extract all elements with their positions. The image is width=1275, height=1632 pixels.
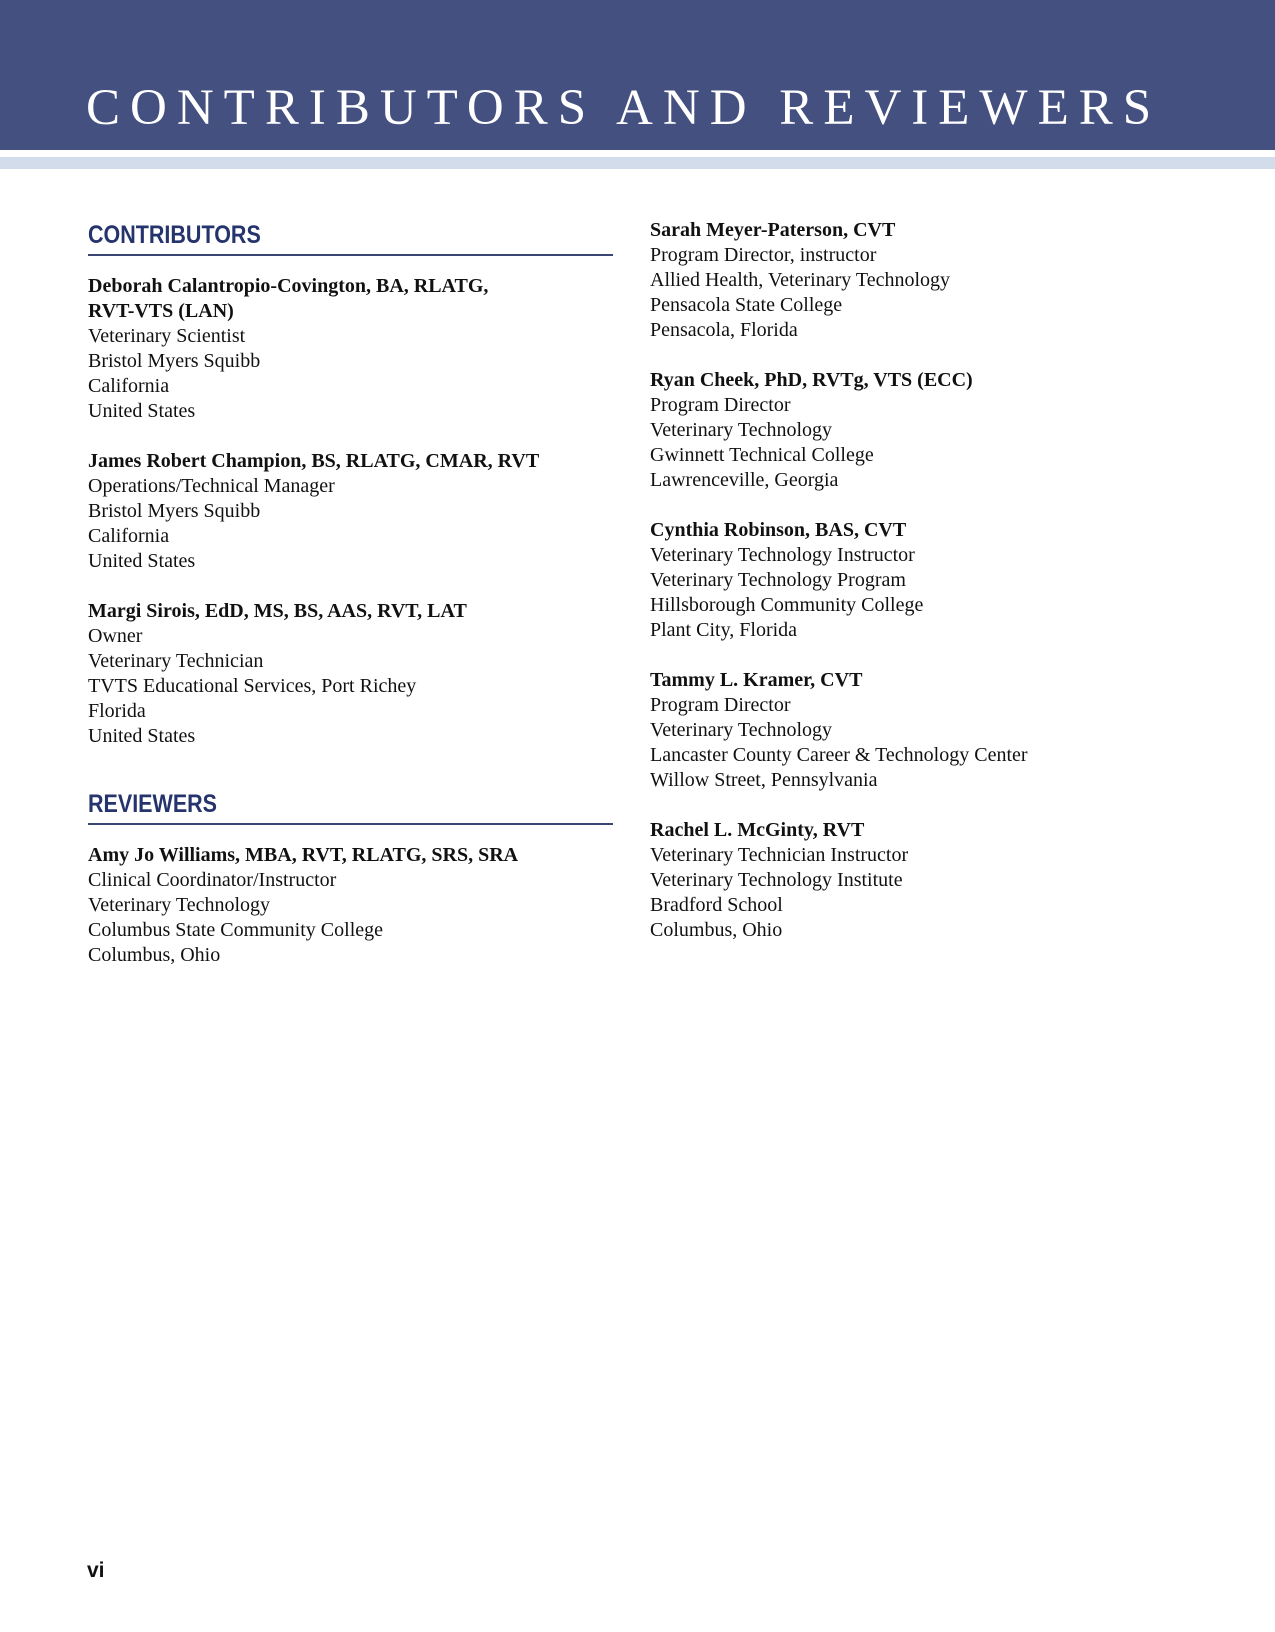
reviewer-entry — [650, 368, 1210, 493]
page-number: vi — [87, 1559, 105, 1582]
reviewer-location: Plant City, Florida — [650, 619, 798, 641]
reviewer-entry — [650, 218, 1210, 343]
reviewer-institution: Lancaster County Career & Technology Center — [650, 744, 1028, 766]
contributor-title: Operations/Technical Manager — [88, 475, 335, 497]
reviewer-entry — [650, 518, 1210, 643]
contributor-name-cont: RVT-VTS (LAN) — [88, 300, 234, 322]
contributor-entry — [88, 274, 613, 424]
reviewer-entry — [650, 818, 1210, 943]
contributor-country: United States — [88, 550, 196, 572]
reviewer-title: Veterinary Technician Instructor — [650, 844, 909, 866]
reviewer-entry — [650, 668, 1210, 793]
contributor-country: United States — [88, 725, 196, 747]
reviewer-title: Program Director — [650, 394, 791, 416]
reviewer-location: Lawrenceville, Georgia — [650, 469, 839, 491]
reviewer-department: Allied Health, Veterinary Technology — [650, 269, 950, 291]
right-column — [650, 218, 1210, 968]
reviewer-name: Amy Jo Williams, MBA, RVT, RLATG, SRS, SRA — [88, 844, 519, 866]
reviewer-institution: Pensacola State College — [650, 294, 843, 316]
header-stripe — [0, 157, 1275, 169]
page-title: CONTRIBUTORS AND REVIEWERS — [86, 80, 1162, 136]
reviewer-title: Veterinary Technology Instructor — [650, 544, 915, 566]
reviewer-department: Veterinary Technology Institute — [650, 869, 903, 891]
contributor-affiliation: TVTS Educational Services, Port Richey — [88, 675, 417, 697]
contributor-entry — [88, 599, 613, 749]
contributor-region: California — [88, 525, 170, 547]
contributor-role: Veterinary Technician — [88, 650, 264, 672]
reviewer-name: Tammy L. Kramer, CVT — [650, 669, 863, 691]
reviewer-name: Rachel L. McGinty, RVT — [650, 819, 865, 841]
reviewer-title: Program Director, instructor — [650, 244, 877, 266]
reviewer-title: Clinical Coordinator/Instructor — [88, 869, 337, 891]
contributor-title: Owner — [88, 625, 143, 647]
reviewer-location: Willow Street, Pennsylvania — [650, 769, 878, 791]
left-column — [88, 218, 613, 993]
reviewer-location: Pensacola, Florida — [650, 319, 798, 341]
contributor-name: James Robert Champion, BS, RLATG, CMAR, RVT — [88, 450, 540, 472]
reviewer-department: Veterinary Technology — [88, 894, 271, 916]
reviewer-location: Columbus, Ohio — [650, 919, 783, 941]
contributor-region: California — [88, 375, 170, 397]
contributor-country: United States — [88, 400, 196, 422]
contributor-title: Veterinary Scientist — [88, 325, 246, 347]
section-spacer — [88, 774, 613, 787]
reviewers-heading: REVIEWERS — [88, 787, 613, 825]
reviewer-name: Cynthia Robinson, BAS, CVT — [650, 519, 907, 541]
contributor-name: Margi Sirois, EdD, MS, BS, AAS, RVT, LAT — [88, 600, 467, 622]
reviewer-title: Program Director — [650, 694, 791, 716]
contributor-region: Florida — [88, 700, 146, 722]
contributor-affiliation: Bristol Myers Squibb — [88, 500, 261, 522]
reviewer-entry — [88, 843, 613, 968]
contributor-name: Deborah Calantropio-Covington, BA, RLATG, — [88, 275, 489, 297]
reviewer-name: Sarah Meyer-Paterson, CVT — [650, 219, 896, 241]
reviewer-institution: Gwinnett Technical College — [650, 444, 874, 466]
reviewer-location: Columbus, Ohio — [88, 944, 221, 966]
contributor-entry — [88, 449, 613, 574]
reviewer-department: Veterinary Technology — [650, 719, 833, 741]
reviewer-department: Veterinary Technology Program — [650, 569, 906, 591]
reviewer-institution: Hillsborough Community College — [650, 594, 924, 616]
contributors-heading: CONTRIBUTORS — [88, 218, 613, 256]
header-band — [0, 0, 1275, 150]
reviewer-institution: Bradford School — [650, 894, 783, 916]
contributor-affiliation: Bristol Myers Squibb — [88, 350, 261, 372]
reviewer-name: Ryan Cheek, PhD, RVTg, VTS (ECC) — [650, 369, 973, 391]
reviewer-department: Veterinary Technology — [650, 419, 833, 441]
reviewer-institution: Columbus State Community College — [88, 919, 383, 941]
